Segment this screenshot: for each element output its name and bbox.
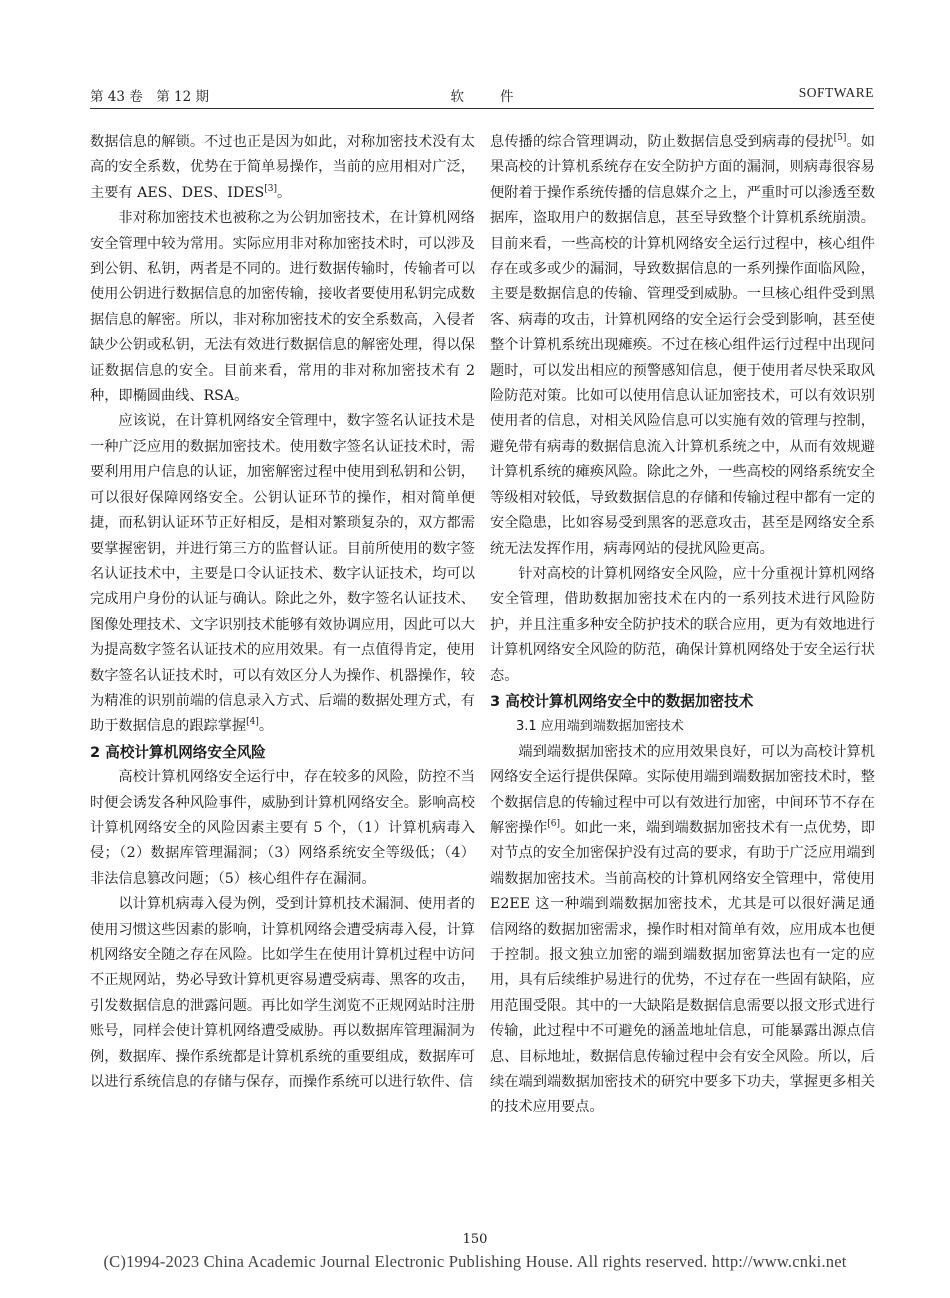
volume-issue: 第 43 卷 第 12 期 — [90, 89, 210, 105]
running-header — [90, 85, 874, 107]
paragraph: 数据信息的解锁。不过也正是因为如此，对称加密技术没有太高的安全系数，优势在于简单易操作，当前的应用相对广泛，主要有 AES、DES、IDES[3]。 — [90, 134, 475, 201]
journal-name: 软件 — [450, 89, 550, 105]
left-column — [90, 130, 475, 1095]
paragraph: 息传播的综合管理调动，防止数据信息受到病毒的侵扰[5]。如果高校的计算机系统存在安全防护方面的漏洞，则病毒很容易便附着于操作系统传播的信息媒介之上，严重时可以渗透至数据库，盗取用户的数据信息，甚至导致整个计算机系统崩溃。目前来看，一些高校的计算机网络安全运行过程中，核心组件存在或多或少的漏洞，导致数据信息的一系列操作面临风险，主要是数据信息的传输、管理受到威胁。一旦核心组件受到黑客、病毒的攻击，计算机网络的安全运行会受到影响，甚至使整个计算机系统出现瘫痪。不过在核心组件运行过程中出现问题时，可以发出相应的预警感知信息，便于使用者尽快采取风险防范对策。比如可以使用信息认证加密技术，可以有效识别使用者的信息，对相关风险信息可以实施有效的管理与控制，避免带有病毒的数据信息流入计算机系统之中，从而有效规避计算机系统的瘫痪风险。除此之外，一些高校的网络系统安全等级相对较低，导致数据信息的存储和传输过程中都有一定的安全隐患，比如容易受到黑客的恶意攻击，甚至是网络安全系统无法发挥作用，病毒网站的侵扰风险更高。 — [490, 133, 875, 557]
paragraph: 应该说，在计算机网络安全管理中，数字签名认证技术是一种广泛应用的数据加密技术。使用数字签名认证技术时，需要利用用户信息的认证，加密解密过程中使用到私钥和公钥，可以很好保障网络安全。公钥认证环节的操作，相对简单便捷，而私钥认证环节正好相反，是相对繁琐复杂的，双方都需要掌握密钥，并进行第三方的监督认证。目前所使用的数字签名认证技术中，主要是口令认证技术、数字认证技术，均可以完成用户身份的认证与确认。除此之外，数字签名认证技术、图像处理技术、文字识别技术能够有效协调应用，因此可以大为提高数字签名认证技术的应用效果。有一点值得肯定，使用数字签名认证技术时，可以有效区分人为操作、机器操作，较为精准的识别前端的信息录入方式、后端的数据处理方式，有助于数据信息的跟踪掌握[4]。 — [90, 413, 475, 735]
paragraph: 以计算机病毒入侵为例，受到计算机技术漏洞、使用者的使用习惯这些因素的影响，计算机网络会遭受病毒入侵，计算机网络安全随之存在风险。比如学生在使用计算机过程中访问不正规网站，势必导致计算机更容易遭受病毒、黑客的攻击，引发数据信息的泄露问题。再比如学生浏览不正规网站时注册账号，同样会使计算机网络遭受威胁。再以数据库管理漏洞为例，数据库、操作系统都是计算机系统的重要组成，数据库可以进行系统信息的存储与保存，而操作系统可以进行软件、信 — [90, 896, 475, 1091]
paragraph: 高校计算机网络安全运行中，存在较多的风险，防控不当时便会诱发各种风险事件，威胁到计算机网络安全。影响高校计算机网络安全的风险因素主要有 5 个，（1）计算机病毒入侵；（2）数据库管理漏洞；（3）网络系统安全等级低；（4）非法信息篡改问题；（5）核心组件存在漏洞。 — [90, 769, 475, 887]
paragraph: 端到端数据加密技术的应用效果良好，可以为高校计算机网络安全运行提供保障。实际使用端到端数据加密技术时，整个数据信息的传输过程中可以有效进行加密，中间环节不存在解密操作[6]。如此一来，端到端数据加密技术有一点优势，即对节点的安全加密保护没有过高的要求，有助于广泛应用端到端数据加密技术。当前高校的计算机网络安全管理中，常使用 E2EE 这一种端到端数据加密技术，尤其是可以很好满足通信网络的数据加密需求，操作时相对简单有效，应用成本也便于控制。报文独立加密的端到端数据加密算法也有一定的应用，具有后续维护易进行的优势，不过存在一些固有缺陷，应用范围受限。其中的一大缺陷是数据信息需要以报文形式进行传输，此过程中不可避免的涵盖地址信息，可能暴露出源点信息、目标地址，数据信息传输过程中会有安全风险。所以，后续在端到端数据加密技术的研究中要多下功夫，掌握更多相关的技术应用要点。 — [490, 743, 875, 1116]
journal-name-english: SOFTWARE — [798, 85, 874, 100]
citation[interactable]: [5] — [833, 133, 847, 143]
subsection-heading: 3.1 应用端到端数据加密技术 — [516, 719, 684, 735]
page-number: 150 — [462, 1232, 488, 1247]
citation[interactable]: [3] — [264, 183, 278, 194]
paragraph: 非对称加密技术也被称之为公钥加密技术，在计算机网络安全管理中较为常用。实际应用非对称加密技术时，可以涉及到公钥、私钥，两者是不同的。进行数据传输时，传输者可以使用公钥进行数据信息的加密传输，接收者要使用私钥完成数据信息的解密。所以，非对称加密技术的安全系数高，入侵者缺少公钥或私钥，无法有效进行数据信息的解密处理，得以保证数据信息的安全。目前来看，常用的非对称加密技术有 2 种，即椭圆曲线、RSA。 — [90, 210, 475, 405]
citation[interactable]: [6] — [547, 818, 561, 829]
header-rule — [90, 108, 874, 109]
right-column — [490, 130, 875, 1121]
citation[interactable]: [4] — [246, 717, 259, 728]
section-heading: 3 高校计算机网络安全中的数据加密技术 — [490, 692, 754, 710]
section-heading: 2 高校计算机网络安全风险 — [90, 743, 266, 761]
copyright-footer: (C)1994-2023 China Academic Journal Electronic Publishing House. All rights reserved. http://www.cnki.net — [103, 1252, 847, 1271]
paragraph: 针对高校的计算机网络安全风险，应十分重视计算机网络安全管理，借助数据加密技术在内的一系列技术进行风险防护，并且注重多种安全防护技术的联合应用，更为有效地进行计算机网络安全风险的防范，确保计算机网络处于安全运行状态。 — [490, 565, 875, 684]
